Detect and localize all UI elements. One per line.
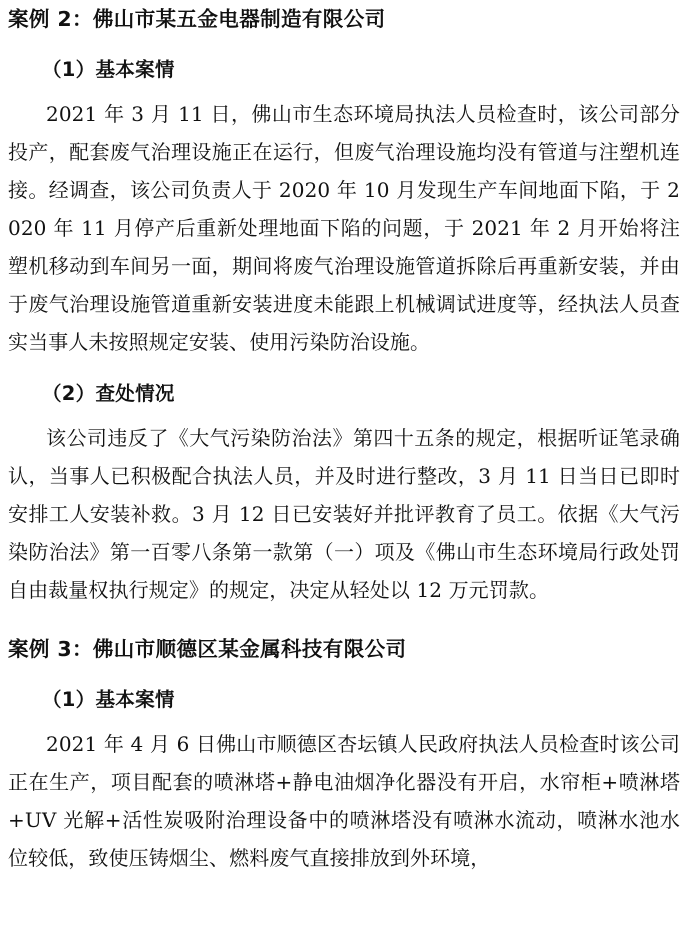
spacer (6, 668, 682, 681)
case-2-paragraph-investigation: 该公司违反了《大气污染防治法》第四十五条的规定，根据听证笔录确认，当事人已积极配合执法人员，并及时进行整改，3 月 11 日当日已即时安排工人安装补救。3 月 12 日已安装好并批评教育了员工。依据《大气污染防治法》第一百零八条第一款第（一）项及《佛山市生态环境局行政处罚自由裁量权执行规定》的规定，决定从轻处以 12 万元罚款。 (8, 426, 680, 602)
spacer (6, 361, 682, 375)
case-3-title: 案例 3：佛山市顺德区某金属科技有限公司 (8, 637, 407, 661)
case-3-subheading-basic-facts: （1）基本案情 (42, 688, 175, 711)
case-2-subheading-basic-facts: （1）基本案情 (42, 58, 175, 81)
case-2-subheading-investigation: （2）查处情况 (42, 382, 175, 405)
spacer (6, 38, 682, 51)
case-2-paragraph-basic-facts: 2021 年 3 月 11 日，佛山市生态环境局执法人员检查时，该公司部分投产，配套废气治理设施正在运行，但废气治理设施均没有管道与注塑机连接。经调查，该公司负责人于 2020 年 10 月发现生产车间地面下陷，于 2020 年 11 月停产后重新处理地面下陷的问题，于 2021 年 2 月开始将注塑机移动到车间另一面，期间将废气治理设施管道拆除后再重新安装，并由于废气治理设施管道重新安装进度未能跟上机械调试进度等，经执法人员查实当事人未按照规定安装、使用污染防治设施。 (8, 102, 680, 354)
spacer (6, 609, 682, 630)
case-2-title: 案例 2：佛山市某五金电器制造有限公司 (8, 7, 386, 31)
case-3-paragraph-basic-facts: 2021 年 4 月 6 日佛山市顺德区杏坛镇人民政府执法人员检查时该公司正在生产，项目配套的喷淋塔+静电油烟净化器没有开启，水帘柜+喷淋塔+UV 光解+活性炭吸附治理设备中的喷淋塔没有喷淋水流动，喷淋水池水位较低，致使压铸烟尘、燃料废气直接排放到外环境， (8, 732, 680, 870)
